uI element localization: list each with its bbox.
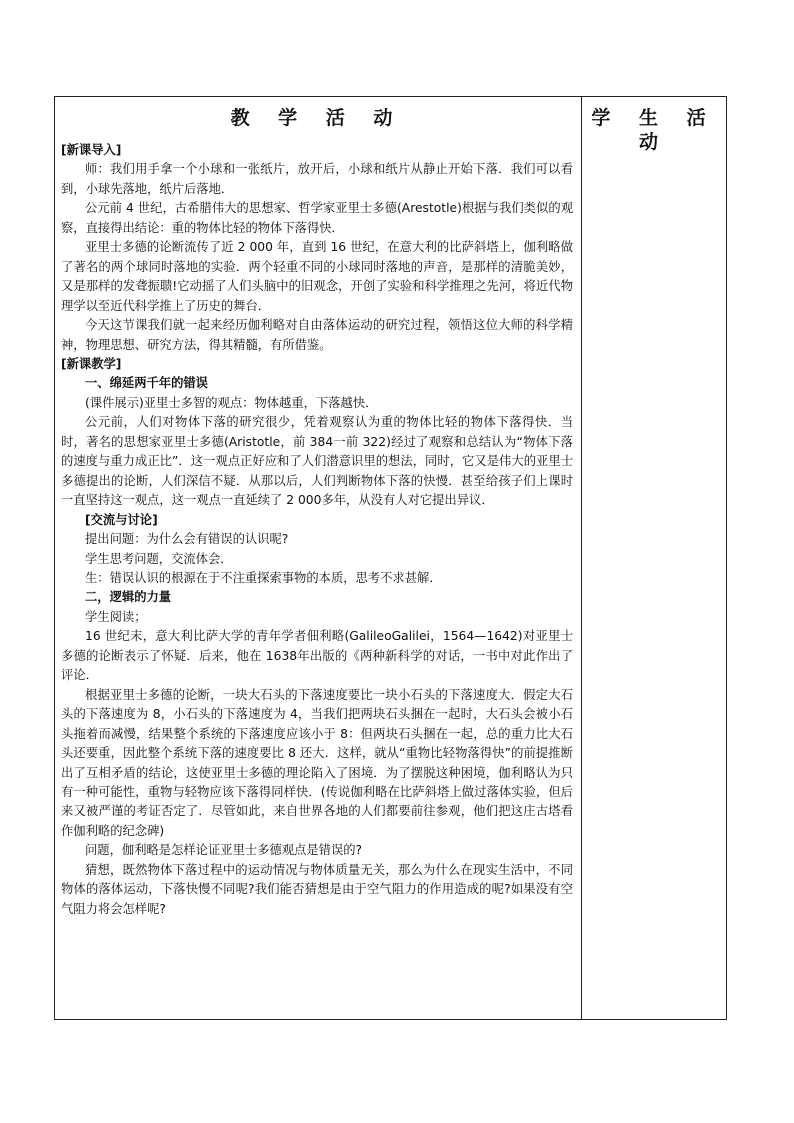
section-heading-intro: [新课导入] — [61, 143, 122, 157]
paragraph-2: 公元前 4 世纪，古希腊伟大的思想家、哲学家亚里士多德(Arestotle)根据与我们类似的观察，直接得出结论：重的物体比轻的物体下落得快． — [61, 201, 573, 235]
paragraph-9: 生：错误认识的根源在于不注重探索事物的本质，思考不求甚解． — [85, 570, 442, 585]
teaching-activities-column — [55, 97, 581, 919]
lesson-table — [54, 96, 727, 1020]
paragraph-8: 学生思考问题，交流体会． — [85, 551, 233, 566]
paragraph-11: 16 世纪末，意大利比萨大学的青年学者佃利略(GalileoGalilei，1564—1642)对亚里士多德的论断表示了怀疑．后来，他在 1638年出版的《两种新科学的对话，一书中对此作出了评论． — [61, 629, 573, 683]
teaching-activities-header: 教 学 活 动 — [230, 107, 404, 129]
paragraph-1: 师：我们用手拿一个小球和一张纸片，放开后，小球和纸片从静止开始下落．我们可以看到，小球先落地，纸片后落地． — [61, 162, 573, 196]
subheading-2: 二，逻辑的力量 — [85, 590, 172, 605]
student-activities-header: 学 生 活 动 — [591, 107, 717, 153]
student-activities-column — [582, 97, 726, 154]
section-heading-teaching: [新课教学] — [61, 356, 122, 371]
paragraph-4: 今天这节课我们就一起来经历伽利略对自由落体运动的研究过程，领悟这位大师的科学精神，物理思想、研究方法，得其精髓，有所借鉴。 — [61, 318, 573, 352]
paragraph-7: 提出问题：为什么会有错误的认识呢? — [85, 532, 289, 547]
paragraph-14: 猜想，既然物体下落过程中的运动情况与物体质量无关，那么为什么在现实生活中，不同物体的落体运动，下落快慢不同呢?我们能否猜想是由于空气阻力的作用造成的呢?如果没有空气阻力将会怎样呢? — [61, 862, 573, 916]
paragraph-5: (课件展示)亚里士多智的观点：物体越重，下落越快． — [85, 395, 378, 410]
paragraph-10: 学生阅读； — [85, 609, 147, 624]
subheading-1: 一、绵延两千年的错误 — [85, 376, 208, 391]
paragraph-13: 问题，伽利略是怎样论证亚里士多德观点是错误的? — [85, 843, 363, 858]
paragraph-12: 根据亚里士多德的论断，一块大石头的下落速度要比一块小石头的下落速度大．假定大石头的下落速度为 8，小石头的下落速度为 4，当我们把两块石头捆在一起时，大石头会被小石头拖着而减慢，结果整个系统的下落速度应该小于 8：但两块石头捆在一起，总的重力比大石头还要重，因此整个系统下落的速度要比 8 还大．这样，就从“重物比轻物落得快”的前提推断出了互相矛盾的结论，这使亚里士多德的理论陷入了困境．为了摆脱这种困境，伽利略认为只有一种可能性，重物与轻物应该下落得同样快．(传说伽利略在比萨斜塔上做过落体实验，但后来又被严谨的考证否定了．尽管如此，来自世界各地的人们都要前往参观，他们把这庄古塔看作伽利略的纪念碑) — [61, 687, 573, 838]
column-divider — [581, 97, 582, 1019]
paragraph-3: 亚里士多德的论断流传了近 2 000 年，直到 16 世纪，在意大利的比萨斜塔上，伽利略做了著名的两个球同时落地的实验．两个轻重不同的小球同时落地的声音，是那样的清脆美妙，又是那样的发聋振聩!它动摇了人们头脑中的旧观念，开创了实验和科学推理之先河，将近代物理学以至近代科学推上了历史的舞台． — [61, 240, 573, 313]
subheading-discussion: [交流与讨论] — [85, 512, 158, 527]
paragraph-6: 公元前，人们对物体下落的研究很少，凭着观察认为重的物体比轻的物体下落得快．当时，著名的思想家亚里士多德(Aristotle，前 384一前 322)经过了观察和总结认为“物体下落的速度与重力成正比”．这一观点正好应和了人们潜意识里的想法，同时，它又是伟大的亚里士多德提出的论断，人们深信不疑．从那以后，人们判断物体下落的快慢．甚至给孩子们上课时一直坚持这一观点，这一观点一直延续了 2 000多年，从没有人对它提出异议． — [61, 415, 573, 508]
